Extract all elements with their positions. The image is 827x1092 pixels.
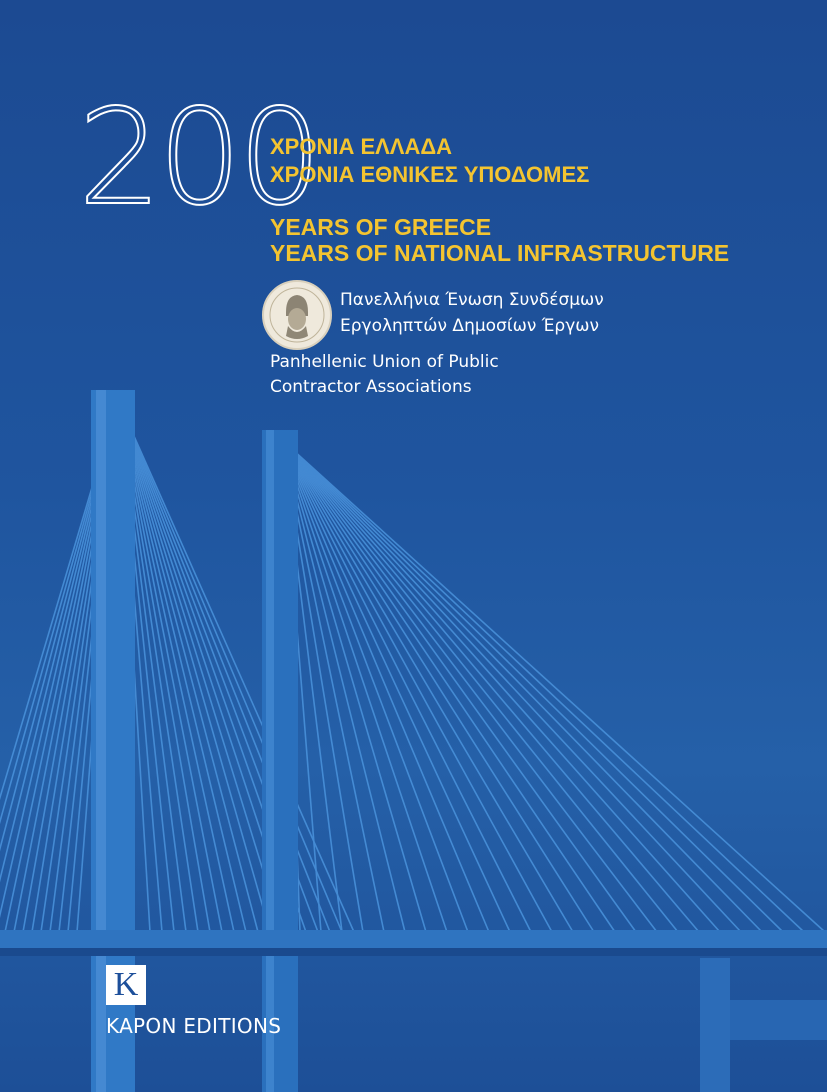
organization-english-line-1: Panhellenic Union of Public <box>270 352 499 372</box>
pericles-bust-seal-icon <box>262 280 332 350</box>
kapon-k-logo-icon: K <box>106 965 146 1005</box>
english-title-line-1: YEARS OF GREECE <box>270 214 492 240</box>
english-title-line-2: YEARS OF NATIONAL INFRASTRUCTURE <box>270 240 730 266</box>
organization-greek-line-1: Πανελλήνια Ένωση Συνδέσμων <box>340 290 604 310</box>
greek-title-line-2: ΧΡΟΝΙΑ ΕΘΝΙΚΕΣ ΥΠΟΔΟΜΕΣ <box>270 162 590 187</box>
publisher-name: KAPON EDITIONS <box>106 1014 282 1038</box>
organization-english-line-2: Contractor Associations <box>270 377 472 397</box>
bridge-deck <box>0 930 827 950</box>
organization-greek-line-2: Εργοληπτών Δημοσίων Έργων <box>340 316 599 336</box>
greek-title-line-1: ΧΡΟΝΙΑ ΕΛΛΑΔΑ <box>270 134 453 159</box>
anniversary-number: 200 <box>78 81 318 235</box>
